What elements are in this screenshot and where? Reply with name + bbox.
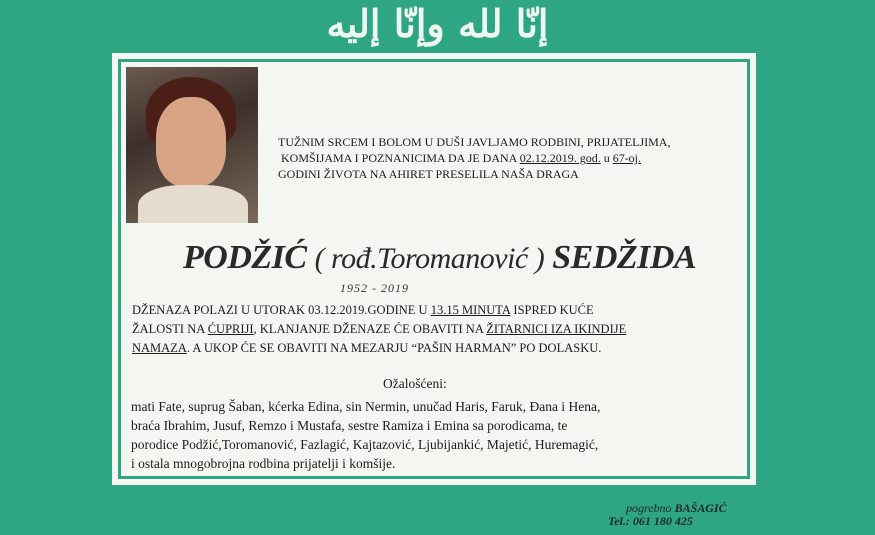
funeral-place-zitarnica: ŽITARNICI IZA IKINDIJE [486, 322, 627, 336]
funeral-details: DŽENAZA POLAZI U UTORAK 03.12.2019.GODINE U 13.15 MINUTA ISPRED KUĆE ŽALOSTI NA ĆUPRIJI, KLANJANJE DŽENAZE ĆE OBAVITI NA ŽITARNICI IZA IKINDIJE NAMAZA. A UKOP ĆE SE OBAVITI NA MEZARJU “PAŠIN HARMAN” PO DOLASKU. [132, 303, 627, 355]
arabic-calligraphy-header: إنّا لله وإنّا إليه [326, 1, 549, 46]
deceased-photo [126, 67, 258, 223]
first-name: SEDŽIDA [552, 239, 697, 276]
grieving-line: porodice Podžić,Toromanović, Fazlagić, Kajtazović, Ljubijankić, Majetić, Huremagić, [131, 437, 599, 452]
age: 67-oj. [612, 151, 642, 165]
funeral-home-phone: Tel.: 061 180 425 [608, 514, 693, 528]
announcement-text: TUŽNIM SRCEM I BOLOM U DUŠI JAVLJAMO RODBINI, PRIJATELJIMA, KOMŠIJAMA I POZNANICIMA DA JE DANA 02.12.2019. god. u 67-oj. GODINI ŽIVOTA NA AHIRET PRESELILA NAŠA DRAGA [278, 135, 671, 181]
funeral-home-info [608, 502, 808, 528]
funeral-home-name: BAŠAGIĆ [674, 501, 727, 515]
grieving-title: Ožalošćeni: [383, 376, 447, 391]
deceased-name [183, 236, 703, 280]
life-years: 1952 - 2019 [340, 281, 409, 295]
grieving-line: braća Ibrahim, Jusuf, Remzo i Mustafa, sestre Ramiza i Emina sa porodicama, te [131, 418, 568, 433]
funeral-home-label: pogrebno [626, 501, 672, 515]
funeral-time: 13.15 MINUTA [430, 303, 511, 317]
death-date: 02.12.2019. god. [519, 151, 601, 165]
maiden-name: ( rođ.Toromanović ) [314, 242, 545, 275]
grieving-line: mati Fate, suprug Šaban, kćerka Edina, sin Nermin, unučad Haris, Faruk, Đana i Hena, [131, 399, 601, 414]
funeral-place-cuprija: ĆUPRIJI [207, 322, 254, 336]
surname: PODŽIĆ [183, 239, 307, 276]
grieving-list [131, 397, 743, 473]
funeral-place-namaz: NAMAZA [132, 341, 187, 355]
grieving-line: i ostala mnogobrojna rodbina prijatelji i komšije. [131, 456, 396, 471]
